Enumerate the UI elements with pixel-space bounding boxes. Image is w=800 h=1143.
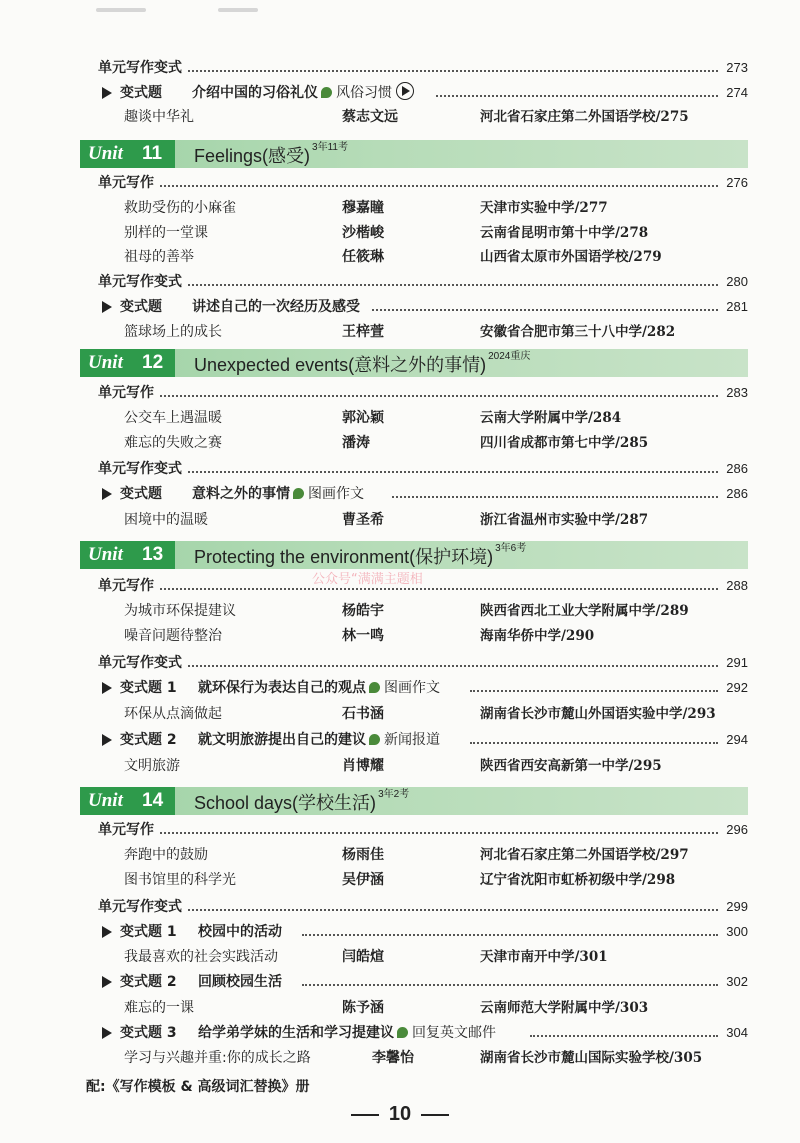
unit-number: 13 (142, 544, 164, 565)
page-ref: 288 (726, 578, 748, 593)
leaf-icon (369, 682, 380, 693)
arrow-icon (102, 682, 112, 694)
entry-school: 河北省石家庄第二外国语学校/297 (480, 847, 689, 863)
dash-right (421, 1114, 449, 1116)
entry-title: 文明旅游 (124, 758, 180, 774)
entry-school: 湖南省长沙市麓山国际实验学校/305 (480, 1050, 703, 1066)
toc-row-writing[interactable] (0, 818, 800, 842)
leader-dots (188, 70, 718, 72)
toc-entry[interactable] (0, 843, 800, 867)
unit-13-banner[interactable] (80, 541, 748, 569)
variant-title: 意料之外的事情 (192, 486, 290, 502)
variant-tag: 新闻报道 (384, 732, 440, 748)
entry-author: 曹圣希 (342, 512, 384, 528)
entry-title: 难忘的失败之赛 (124, 435, 222, 451)
entry-title: 趣谈中华礼 (124, 109, 194, 125)
toc-entry[interactable] (0, 624, 800, 648)
entry-school: 云南师范大学附属中学/303 (480, 1000, 649, 1016)
toc-row-variants-header[interactable] (0, 457, 800, 481)
unit-11-banner[interactable] (80, 140, 748, 168)
entry-author: 吴伊涵 (342, 872, 384, 888)
variant-name: 变式题 (120, 85, 162, 101)
entry-school: 陕西省西安高新第一中学/295 (480, 758, 662, 774)
entry-author: 穆嘉瞳 (342, 200, 384, 216)
leader-dots (160, 185, 718, 187)
toc-row-variant[interactable] (0, 482, 800, 506)
page-ref: 283 (726, 385, 748, 400)
entry-school: 云南省昆明市第十中学/278 (480, 225, 649, 241)
unit-word: Unit (88, 143, 123, 164)
toc-row-variant[interactable] (0, 676, 800, 700)
entry-author: 潘涛 (342, 435, 370, 451)
toc-row-variant[interactable] (0, 295, 800, 319)
entry-title: 图书馆里的科学光 (124, 872, 236, 888)
toc-row-writing[interactable] (0, 574, 800, 598)
page-ref: 286 (726, 461, 748, 476)
unit-12-banner[interactable] (80, 349, 748, 377)
toc-entry[interactable] (0, 996, 800, 1020)
variant-name: 变式题 1 (120, 680, 177, 696)
page-ref: 294 (726, 732, 748, 747)
variant-title: 给学弟学妹的生活和学习提建议 (198, 1025, 394, 1041)
entry-author: 李馨怡 (372, 1050, 414, 1066)
entry-title: 奔跑中的鼓励 (124, 847, 208, 863)
variant-title: 就文明旅游提出自己的建议 (198, 732, 366, 748)
page-ref: 296 (726, 822, 748, 837)
play-icon (396, 82, 414, 100)
leaf-icon (369, 734, 380, 745)
entry-school: 河北省石家庄第二外国语学校/275 (480, 109, 689, 125)
variant-title: 介绍中国的习俗礼仪 (192, 85, 318, 101)
leaf-icon (397, 1027, 408, 1038)
variant-name: 变式题 (120, 299, 162, 315)
unit-title: School days(学校生活) (194, 793, 377, 813)
variant-title: 回顾校园生活 (198, 974, 282, 990)
toc-row-variants-header[interactable] (0, 270, 800, 294)
section-label: 单元写作变式 (98, 461, 182, 477)
entry-author: 杨皓宇 (342, 603, 384, 619)
toc-row-variant[interactable] (0, 970, 800, 994)
exam-frequency: 3年11考 (312, 142, 348, 153)
toc-row-writing[interactable] (0, 171, 800, 195)
leader-dots (160, 832, 718, 834)
entry-author: 石书涵 (342, 706, 384, 722)
entry-author: 林一鸣 (342, 628, 384, 644)
page-ref: 273 (726, 60, 748, 75)
section-label: 单元写作 (98, 175, 154, 191)
section-label: 单元写作 (98, 385, 154, 401)
page-ref: 286 (726, 486, 748, 501)
leader-dots (160, 588, 718, 590)
entry-school: 天津市实验中学/277 (480, 200, 608, 216)
footer-note: 配:《写作模板 & 高级词汇替换》册 (86, 1079, 310, 1095)
entry-title: 难忘的一课 (124, 1000, 194, 1016)
unit-title: Unexpected events(意料之外的事情) (194, 355, 487, 375)
arrow-icon (102, 976, 112, 988)
toc-row-variant[interactable] (0, 728, 800, 752)
arrow-icon (102, 87, 112, 99)
toc-entry[interactable] (0, 320, 800, 344)
variant-name: 变式题 3 (120, 1025, 177, 1041)
entry-school: 湖南省长沙市麓山外国语实验中学/293 (480, 706, 716, 722)
scan-artifact (218, 8, 258, 12)
page-ref: 299 (726, 899, 748, 914)
toc-entry[interactable] (0, 431, 800, 455)
arrow-icon (102, 488, 112, 500)
entry-title: 环保从点滴做起 (124, 706, 222, 722)
scan-artifact (96, 8, 146, 12)
entry-author: 肖博耀 (342, 758, 384, 774)
entry-title: 学习与兴趣并重:你的成长之路 (124, 1050, 311, 1066)
page-ref: 292 (726, 680, 748, 695)
entry-school: 海南华侨中学/290 (480, 628, 595, 644)
entry-title: 公交车上遇温暖 (124, 410, 222, 426)
page-ref: 281 (726, 299, 748, 314)
entry-author: 任筱琳 (342, 249, 384, 265)
toc-row-variant[interactable] (0, 920, 800, 944)
toc-row-variant[interactable] (0, 1021, 800, 1045)
entry-title: 别样的一堂课 (124, 225, 208, 241)
variant-name: 变式题 2 (120, 974, 177, 990)
entry-title: 困境中的温暖 (124, 512, 208, 528)
page-ref: 302 (726, 974, 748, 989)
watermark: 公众号“满满主题相 (312, 572, 423, 587)
leader-dots (470, 690, 718, 692)
variant-tag: 风俗习惯 (336, 85, 392, 101)
section-label: 单元写作变式 (98, 274, 182, 290)
unit-title: Feelings(感受) (194, 146, 311, 166)
entry-title: 救助受伤的小麻雀 (124, 200, 236, 216)
entry-author: 郭沁颖 (342, 410, 384, 426)
unit-number: 11 (142, 143, 163, 164)
toc-entry[interactable] (0, 945, 800, 969)
toc-entry[interactable] (0, 702, 800, 726)
leader-dots (302, 984, 718, 986)
toc-entry[interactable] (0, 508, 800, 532)
unit-title: Protecting the environment(保护环境) (194, 547, 494, 567)
unit-14-banner[interactable] (80, 787, 748, 815)
leader-dots (188, 471, 718, 473)
entry-school: 陕西省西北工业大学附属中学/289 (480, 603, 689, 619)
toc-entry[interactable] (0, 196, 800, 220)
section-label: 单元写作 (98, 578, 154, 594)
entry-title: 我最喜欢的社会实践活动 (124, 949, 278, 965)
variant-name: 变式题 1 (120, 924, 177, 940)
page-ref: 276 (726, 175, 748, 190)
leaf-icon (293, 488, 304, 499)
unit-number: 14 (142, 790, 164, 811)
arrow-icon (102, 926, 112, 938)
variant-title: 讲述自己的一次经历及感受 (192, 299, 360, 315)
variant-title: 校园中的活动 (198, 924, 282, 940)
leader-dots (470, 742, 718, 744)
unit-word: Unit (88, 790, 123, 811)
toc-row-variants-header[interactable] (0, 56, 800, 80)
leader-dots (302, 934, 718, 936)
entry-title: 为城市环保提建议 (124, 603, 236, 619)
entry-school: 四川省成都市第七中学/285 (480, 435, 649, 451)
arrow-icon (102, 1027, 112, 1039)
leader-dots (392, 496, 718, 498)
toc-entry[interactable] (0, 1046, 800, 1070)
exam-frequency: 3年6考 (495, 543, 527, 554)
leader-dots (188, 665, 718, 667)
section-label: 单元写作 (98, 822, 154, 838)
section-label: 单元写作变式 (98, 655, 182, 671)
entry-school: 安徽省合肥市第三十八中学/282 (480, 324, 676, 340)
dash-left (351, 1114, 379, 1116)
entry-author: 王梓萱 (342, 324, 384, 340)
unit-word: Unit (88, 352, 123, 373)
toc-row-writing[interactable] (0, 381, 800, 405)
page-ref: 280 (726, 274, 748, 289)
unit-number: 12 (142, 352, 164, 373)
exam-frequency: 3年2考 (378, 789, 410, 800)
entry-school: 浙江省温州市实验中学/287 (480, 512, 649, 528)
entry-school: 云南大学附属中学/284 (480, 410, 622, 426)
variant-name: 变式题 (120, 486, 162, 502)
toc-entry[interactable] (0, 406, 800, 430)
toc-row-variants-header[interactable] (0, 895, 800, 919)
variant-title: 就环保行为表达自己的观点 (198, 680, 366, 696)
entry-school: 山西省太原市外国语学校/279 (480, 249, 662, 265)
section-label: 单元写作变式 (98, 60, 182, 76)
leader-dots (436, 95, 718, 97)
entry-author: 陈予涵 (342, 1000, 384, 1016)
entry-author: 蔡志文远 (342, 109, 398, 125)
entry-title: 篮球场上的成长 (124, 324, 222, 340)
entry-author: 沙楷峻 (342, 225, 384, 241)
page-ref: 300 (726, 924, 748, 939)
variant-tag: 回复英文邮件 (412, 1025, 496, 1041)
toc-entry[interactable] (0, 599, 800, 623)
variant-name: 变式题 2 (120, 732, 177, 748)
arrow-icon (102, 734, 112, 746)
exam-frequency: 2024重庆 (488, 351, 531, 362)
entry-school: 天津市南开中学/301 (480, 949, 608, 965)
toc-entry[interactable] (0, 105, 800, 129)
page-ref: 291 (726, 655, 748, 670)
entry-author: 杨雨佳 (342, 847, 384, 863)
toc-row-variants-header[interactable] (0, 651, 800, 675)
entry-title: 祖母的善举 (124, 249, 194, 265)
leaf-icon (321, 87, 332, 98)
page-number (0, 1103, 800, 1126)
entry-author: 闫皓煊 (342, 949, 384, 965)
toc-entry[interactable] (0, 245, 800, 269)
toc-entry[interactable] (0, 868, 800, 892)
leader-dots (160, 395, 718, 397)
entry-title: 噪音问题待整治 (124, 628, 222, 644)
leader-dots (372, 309, 718, 311)
section-label: 单元写作变式 (98, 899, 182, 915)
arrow-icon (102, 301, 112, 313)
toc-row-variant[interactable] (0, 81, 800, 105)
toc-entry[interactable] (0, 754, 800, 778)
page-ref: 274 (726, 85, 748, 100)
leader-dots (188, 909, 718, 911)
variant-tag: 图画作文 (308, 486, 364, 502)
entry-school: 辽宁省沈阳市虹桥初级中学/298 (480, 872, 676, 888)
toc-entry[interactable] (0, 221, 800, 245)
leader-dots (530, 1035, 718, 1037)
page-number-value: 10 (388, 1103, 412, 1125)
page-ref: 304 (726, 1025, 748, 1040)
leader-dots (188, 284, 718, 286)
variant-tag: 图画作文 (384, 680, 440, 696)
unit-word: Unit (88, 544, 123, 565)
